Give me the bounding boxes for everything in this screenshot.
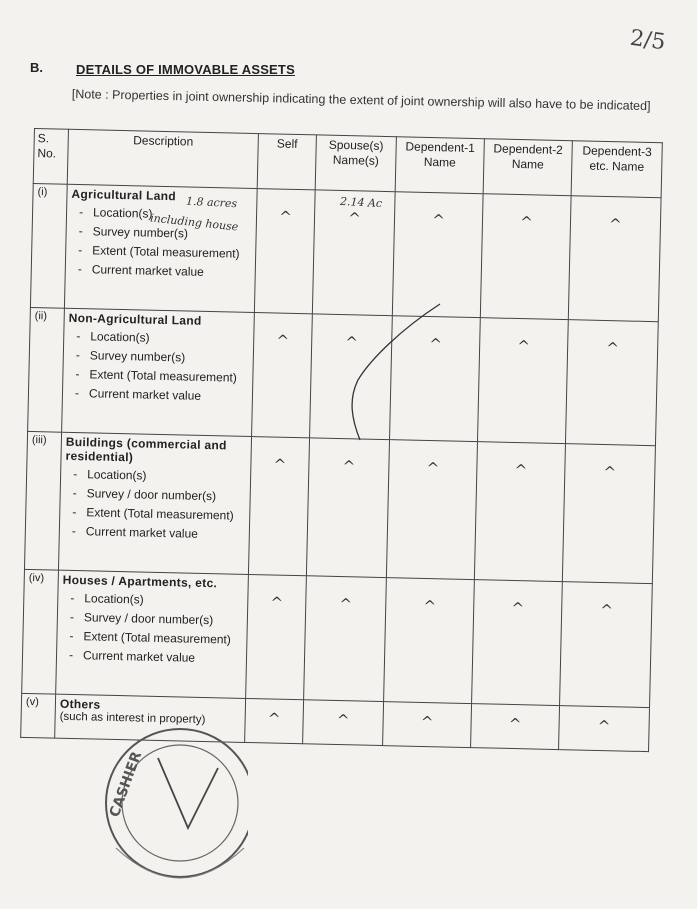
- cell-spouse: ^: [303, 700, 384, 746]
- table-row: [22, 569, 653, 707]
- row-description: [58, 432, 251, 574]
- row-category: Non-Agricultural Land: [68, 310, 202, 328]
- cell-dependent-1: ^: [390, 316, 481, 442]
- list-item: - Survey number(s): [78, 223, 252, 243]
- header-spouse: Spouse(s) Name(s): [315, 135, 396, 192]
- row-item-list: [67, 328, 251, 405]
- cell-dependent-2: ^: [477, 318, 568, 444]
- row-sno: (i): [30, 183, 67, 308]
- row-description: [62, 308, 255, 436]
- cell-dependent-3: ^: [562, 444, 655, 584]
- list-item: - Location(s): [73, 466, 247, 486]
- cell-dependent-3: ^: [565, 320, 658, 446]
- page-number-mark: 2/5: [628, 25, 667, 56]
- list-item: - Extent (Total measurement): [69, 628, 243, 648]
- handwritten-spouse-note: 2.14 Ac: [339, 194, 383, 211]
- cell-spouse: ^: [312, 190, 395, 316]
- cell-self: ^: [248, 437, 309, 576]
- row-description: [56, 570, 249, 698]
- table-row: [24, 431, 655, 583]
- cell-dependent-2: ^: [471, 704, 560, 750]
- list-item: - Survey number(s): [76, 347, 250, 367]
- row-subtext: (such as interest in property): [59, 710, 206, 727]
- row-sno: (iv): [22, 569, 59, 694]
- cell-dependent-1: ^: [383, 702, 472, 748]
- list-item: - Current market value: [78, 261, 252, 281]
- row-sno: (v): [21, 693, 56, 738]
- header-dependent-1: Dependent-1 Name: [395, 137, 484, 194]
- section-letter: B.: [30, 60, 43, 75]
- header-dependent-2: Dependent-2 Name: [483, 139, 572, 196]
- cell-dependent-2: ^: [474, 442, 565, 582]
- pen-scribble: [330, 300, 450, 450]
- row-item-list: [64, 466, 248, 543]
- cell-dependent-3: ^: [568, 196, 661, 322]
- row-item-list: [61, 590, 245, 667]
- office-seal-stamp: [98, 708, 248, 898]
- row-category: Agricultural Land: [71, 186, 177, 204]
- list-item: - Location(s): [70, 590, 244, 610]
- row-category: Buildings (commercial and residential): [65, 434, 227, 465]
- handwritten-including-note: including house: [149, 211, 239, 234]
- cell-self: ^: [246, 574, 307, 699]
- header-description: Description: [67, 129, 258, 188]
- header-sno: S. No.: [33, 129, 68, 185]
- row-sno: (iii): [24, 431, 61, 570]
- header-dependent-3: Dependent-3 etc. Name: [571, 141, 662, 198]
- list-item: - Survey / door number(s): [70, 609, 244, 629]
- cell-spouse: ^: [306, 438, 389, 578]
- cell-self: ^: [245, 698, 304, 743]
- cell-self: ^: [254, 189, 315, 314]
- list-item: - Current market value: [69, 647, 243, 667]
- cell-dependent-2: ^: [472, 580, 563, 706]
- list-item: - Current market value: [72, 523, 246, 543]
- row-category: Houses / Apartments, etc.: [62, 572, 218, 591]
- cell-self: ^: [252, 313, 313, 438]
- list-item: - Extent (Total measurement): [75, 366, 249, 386]
- seal-text: CASHIER: [106, 749, 146, 820]
- cell-dependent-1: ^: [386, 440, 477, 580]
- cell-spouse: ^: [310, 314, 393, 440]
- cell-dependent-3: ^: [559, 706, 650, 752]
- section-title: [76, 62, 295, 77]
- handwritten-self-note: 1.8 acres: [185, 194, 238, 211]
- cell-dependent-1: ^: [392, 192, 483, 318]
- row-category: Others: [59, 696, 101, 712]
- cell-dependent-2: ^: [480, 194, 571, 320]
- list-item: - Location(s): [79, 204, 253, 224]
- row-sno: (ii): [28, 307, 65, 432]
- list-item: - Extent (Total measurement): [72, 504, 246, 524]
- section-note: [Note : Properties in joint ownership indicating the extent of joint ownership will also have to be indicated]: [71, 86, 651, 114]
- list-item: - Current market value: [75, 385, 249, 405]
- cell-dependent-3: ^: [560, 582, 653, 708]
- list-item: - Extent (Total measurement): [78, 242, 252, 262]
- header-self: Self: [257, 134, 316, 190]
- list-item: - Location(s): [76, 328, 250, 348]
- list-item: - Survey / door number(s): [73, 485, 247, 505]
- section-title-text: DETAILS OF IMMOVABLE ASSETS: [76, 62, 295, 77]
- cell-dependent-1: ^: [384, 578, 475, 704]
- cell-spouse: ^: [304, 576, 387, 702]
